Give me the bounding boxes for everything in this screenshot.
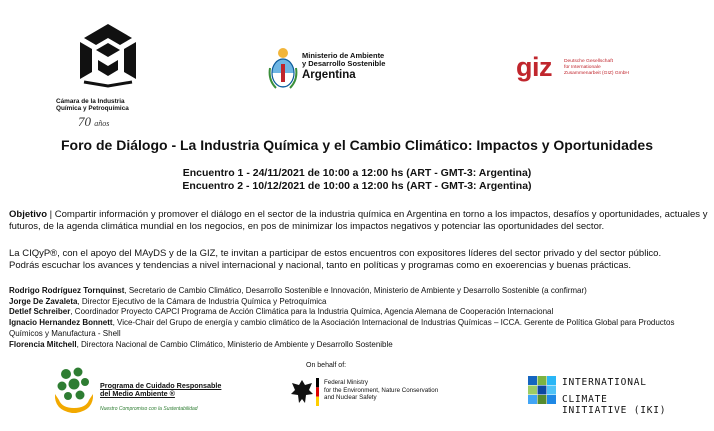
objective-label: Objetivo [9, 209, 48, 220]
ciqyp-anniversary [78, 114, 109, 130]
speakers-list [9, 286, 709, 350]
german-flag-icon [316, 378, 319, 406]
speaker-role: , Secretario de Cambio Climático, Desarrollo Sostenible e Innovación, Ministerio de Ambiente y Desarrollo Sostenible (a confirmar) [124, 286, 587, 295]
iki-line1: INTERNATIONAL [562, 377, 647, 388]
invitation-line1: La CIQyP®, con el apoyo del MAyDS y de la GIZ, te invitan a participar de estos encuentros con expositores líderes del sector privado y del sector público. [9, 248, 662, 259]
iki-logo [528, 376, 678, 416]
giz-line1: Deutsche Gesellschaft [564, 59, 613, 64]
anniversary-word: años [94, 119, 110, 128]
speaker-name: Rodrigo Rodríguez Tornquinst [9, 286, 125, 295]
meeting-2-date: Encuentro 2 - 10/12/2021 de 10:00 a 12:00 hs (ART - GMT-3: Argentina) [182, 180, 532, 192]
ciqyp-emblem-icon [62, 22, 154, 88]
invitation-paragraph [9, 248, 709, 272]
speaker-name: Ignacio Hernandez Bonnett [9, 318, 113, 328]
speaker-name: Florencia Mitchell [9, 339, 77, 349]
pcr-line1: Programa de Cuidado Responsable [100, 381, 222, 390]
bmu-line1: Federal Ministry [324, 379, 369, 386]
iki-grid-icon [528, 376, 556, 404]
argentina-ministry-line1: Ministerio de Ambiente [302, 51, 385, 60]
objective-paragraph [9, 209, 709, 233]
speaker-role: , Director Ejecutivo de la Cámara de Industria Química y Petroquímica [77, 296, 327, 306]
giz-mark: giz [516, 52, 552, 82]
responsible-care-hands-icon [52, 366, 96, 416]
bmu-line3: and Nuclear Safety [324, 394, 377, 401]
giz-line3: Zusammenarbeit (GIZ) GmbH [564, 71, 629, 77]
pcr-line2: del Medio Ambiente ® [100, 389, 175, 398]
federal-eagle-icon [290, 378, 314, 406]
page-title: Foro de Diálogo - La Industria Química y el Cambio Climático: Impactos y Oportunidades [61, 137, 653, 153]
giz-line2: für Internationale [564, 65, 601, 71]
speaker-item [9, 307, 709, 318]
on-behalf-label: On behalf of: [306, 362, 347, 369]
speaker-item [9, 340, 709, 351]
speaker-item [9, 297, 709, 308]
anniversary-number: 70 [78, 114, 91, 129]
argentina-ministry-line2: y Desarrollo Sostenible [302, 59, 386, 69]
ciqyp-name-line1: Cámara de la Industria [56, 98, 125, 105]
speaker-name: Jorge De Zavaleta [9, 296, 78, 306]
speaker-role: , Directora Nacional de Cambio Climático, Ministerio de Ambiente y Desarrollo Sostenible [76, 339, 393, 349]
invitation-line2: Podrás escuchar los avances y tendencias a nivel internacional y nacional, tanto en políticas y programas como en exoerencias y buenas prácticas. [9, 260, 632, 271]
speaker-name: Detlef Schreiber [9, 307, 71, 317]
giz-logo [516, 52, 636, 88]
speaker-item [9, 286, 709, 297]
argentina-shield-icon [268, 46, 298, 90]
speaker-item [9, 318, 709, 339]
iki-line2: CLIMATE INITIATIVE (IKI) [562, 394, 667, 416]
meeting-1-date: Encuentro 1 - 24/11/2021 de 10:00 a 12:00 hs (ART - GMT-3: Argentina) [182, 167, 532, 179]
objective-text: | Compartir información y promover el diálogo en el sector de la industria química en Argentina en torno a los impactos, desafíos y oportunidades, actuales y futuros, de la agenda climática mundial en los negocios, en pos de minimizar los impactos negativos y potenciar las oportunidades del sector. [9, 209, 708, 232]
responsible-care-logo [52, 366, 242, 426]
pcr-tagline: Nuestro Compromiso con la Sustentabilidad [100, 406, 198, 412]
ciqyp-name-line2: Química y Petroquímica [56, 105, 129, 113]
argentina-country: Argentina [302, 69, 356, 81]
speaker-role: , Coordinador Proyecto CAPCI Programa de Acción Climática para la Industria Química, Agencia Alemana de Cooperación Internacional [70, 307, 554, 317]
ciqyp-logo [54, 12, 172, 130]
bmu-line2: for the Environment, Nature Conservation [324, 386, 439, 394]
speaker-role: , Vice-Chair del Grupo de energía y cambio climático de la Asociación Internacional de Industrias Químicas – ICCA. Gerente de Política Global para Productos Químicos y Manufactura - Shell [9, 318, 675, 338]
bmu-logo [290, 362, 490, 412]
argentina-ministry-logo [268, 46, 428, 92]
